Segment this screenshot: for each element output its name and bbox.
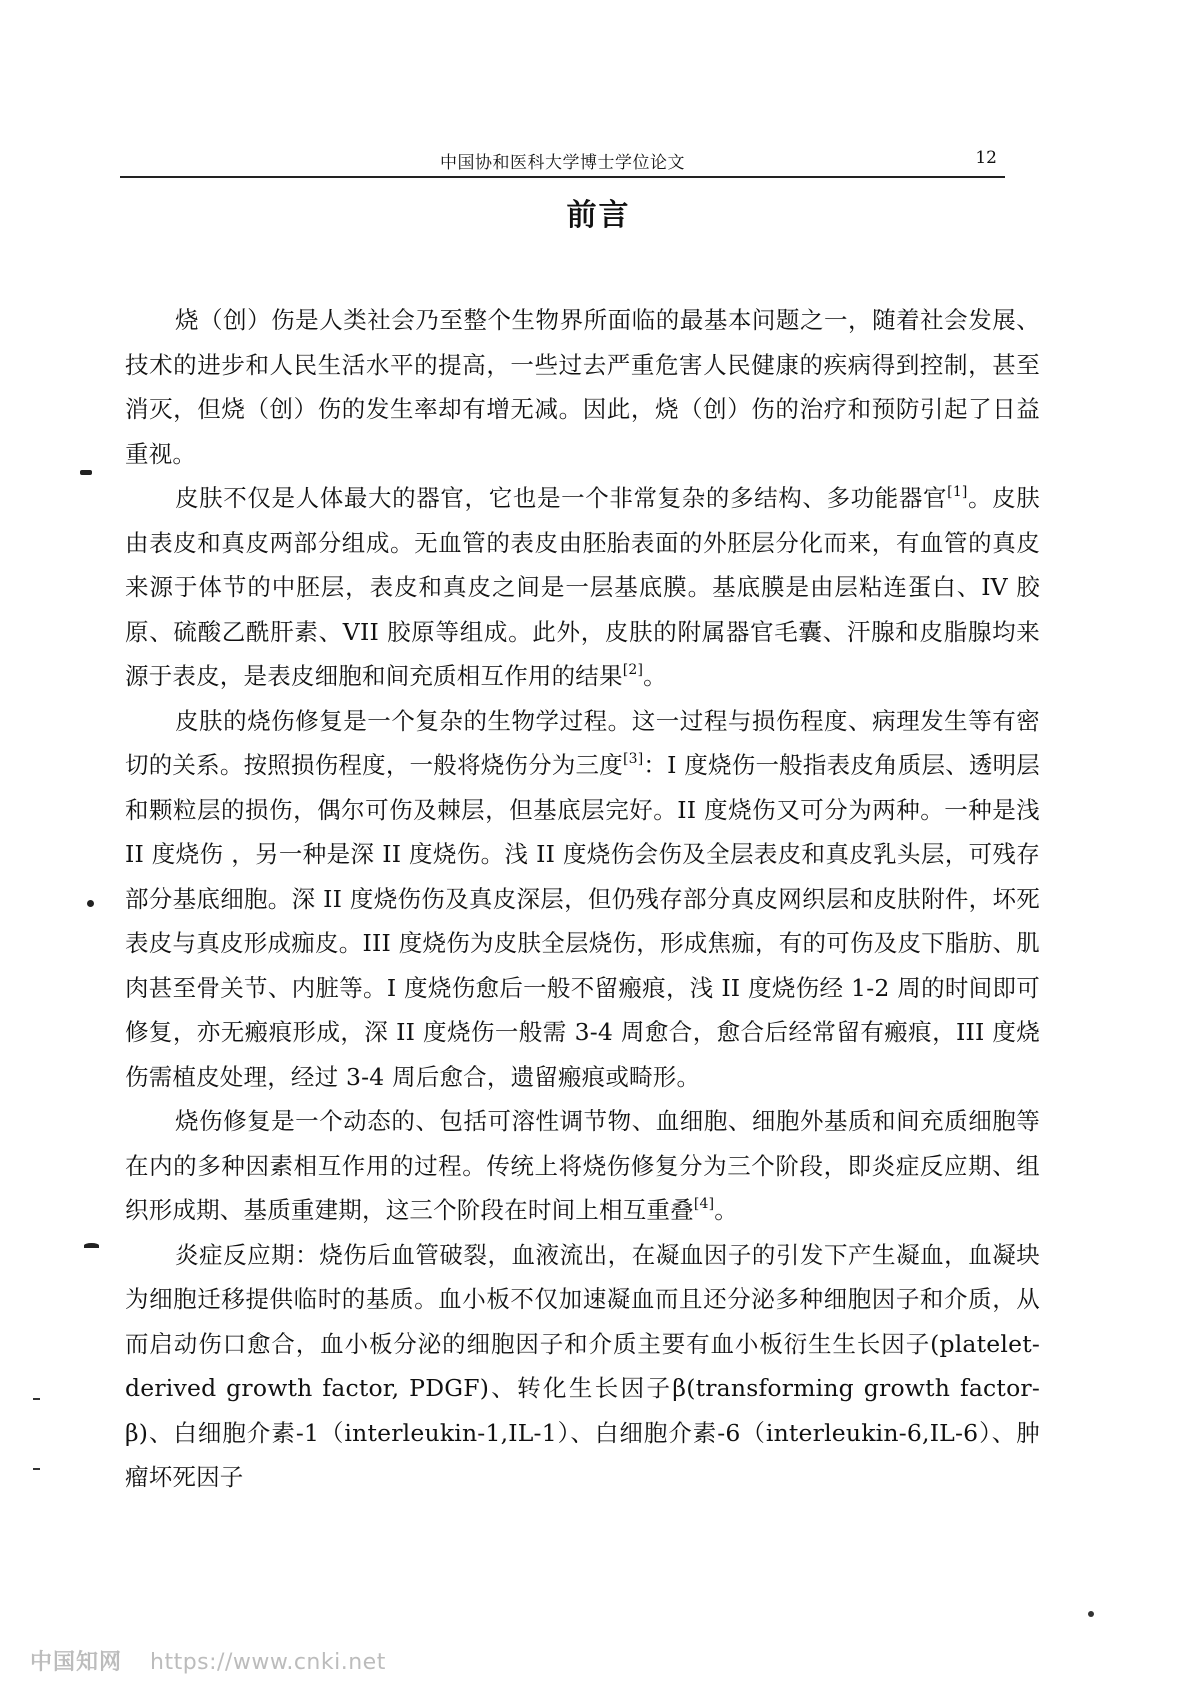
citation-ref: [1]	[947, 484, 968, 500]
margin-mark	[80, 470, 92, 475]
paragraph-burn-degrees	[125, 699, 1040, 1100]
watermark	[30, 1645, 386, 1676]
section-title: 前言	[566, 198, 631, 233]
citation-ref: [4]	[693, 1196, 715, 1212]
paragraph-text: 。皮肤由表皮和真皮两部分组成。无血管的表皮由胚胎表面的外胚层分化而来，有血管的真皮来源于体节的中胚层，表皮和真皮之间是一层基底膜。基底膜是由层粘连蛋白、IV 胶原、硫酸乙酰肝素、VII 胶原等组成。此外，皮肤的附属器官毛囊、汗腺和皮脂腺均来源于表皮，是表皮细胞和间充质相互作用的结果	[125, 484, 1040, 690]
paragraph-text: ：I 度烧伤一般指表皮角质层、透明层和颗粒层的损伤，偶尔可伤及棘层，但基底层完好。II 度烧伤又可分为两种。一种是浅 II 度烧伤 ，另一种是深 II 度烧伤。浅 II 度烧伤会伤及全层表皮和真皮乳头层，可残存部分基底细胞。深 II 度烧伤伤及真皮深层，但仍残存部分真皮网织层和皮肤附件，坏死表皮与真皮形成痂皮。III 度烧伤为皮肤全层烧伤，形成焦痂，有的可伤及皮下脂肪、肌肉甚至骨关节、内脏等。I 度烧伤愈后一般不留瘢痕，浅 II 度烧伤经 1-2 周的时间即可修复，亦无瘢痕形成，深 II 度烧伤一般需 3-4 周愈合，愈合后经常留有瘢痕，III 度烧伤需植皮处理，经过 3-4 周后愈合，遗留瘢痕或畸形。	[125, 751, 1040, 1091]
paragraph-intro: 烧（创）伤是人类社会乃至整个生物界所面临的最基本问题之一，随着社会发展、技术的进步和人民生活水平的提高，一些过去严重危害人民健康的疾病得到控制，甚至消灭，但烧（创）伤的发生率却有增无减。因此，烧（创）伤的治疗和预防引起了日益重视。	[125, 306, 1040, 468]
citation-ref: [3]	[622, 751, 644, 767]
paragraph-text: 。	[643, 662, 667, 690]
margin-mark	[1088, 1611, 1094, 1617]
paragraph-text: 皮肤的烧伤修复是一个复杂的生物学过程。这一过程与损伤程度、病理发生等有密切的关系。按照损伤程度，一般将烧伤分为三度	[125, 706, 1040, 779]
margin-mark	[33, 1398, 40, 1400]
watermark-brand: 中国知网	[30, 1650, 123, 1675]
paragraph-skin-structure	[125, 476, 1040, 699]
paragraph-text: 皮肤不仅是人体最大的器官，它也是一个非常复杂的多结构、多功能器官	[175, 484, 948, 512]
margin-mark	[33, 1468, 40, 1470]
paragraph-text: 烧伤修复是一个动态的、包括可溶性调节物、血细胞、细胞外基质和间充质细胞等在内的多种因素相互作用的过程。传统上将烧伤修复分为三个阶段，即炎症反应期、组织形成期、基质重建期，这三个阶段在时间上相互重叠	[125, 1107, 1040, 1224]
paragraph-inflammation: 炎症反应期：烧伤后血管破裂，血液流出，在凝血因子的引发下产生凝血，血凝块为细胞迁移提供临时的基质。血小板不仅加速凝血而且还分泌多种细胞因子和介质，从而启动伤口愈合，血小板分泌的细胞因子和介质主要有血小板衍生生长因子(platelet-derived growth factor, PDGF)、转化生长因子β(transforming growth factor-β)、白细胞介素-1（interleukin-1,IL-1）、白细胞介素-6（interleukin-6,IL-6）、肿瘤坏死因子	[125, 1240, 1040, 1491]
header-rule	[120, 176, 1005, 178]
paragraph-text: 。	[714, 1196, 738, 1224]
body-text	[125, 298, 1040, 1500]
header-title: 中国协和医科大学博士学位论文	[440, 153, 685, 173]
margin-mark	[87, 900, 94, 907]
citation-ref: [2]	[622, 662, 644, 678]
paragraph-repair-stages	[125, 1099, 1040, 1233]
watermark-url: https://www.cnki.net	[150, 1650, 386, 1675]
page-number: 12	[975, 148, 997, 168]
margin-mark	[84, 1243, 99, 1248]
running-header	[120, 140, 1005, 178]
